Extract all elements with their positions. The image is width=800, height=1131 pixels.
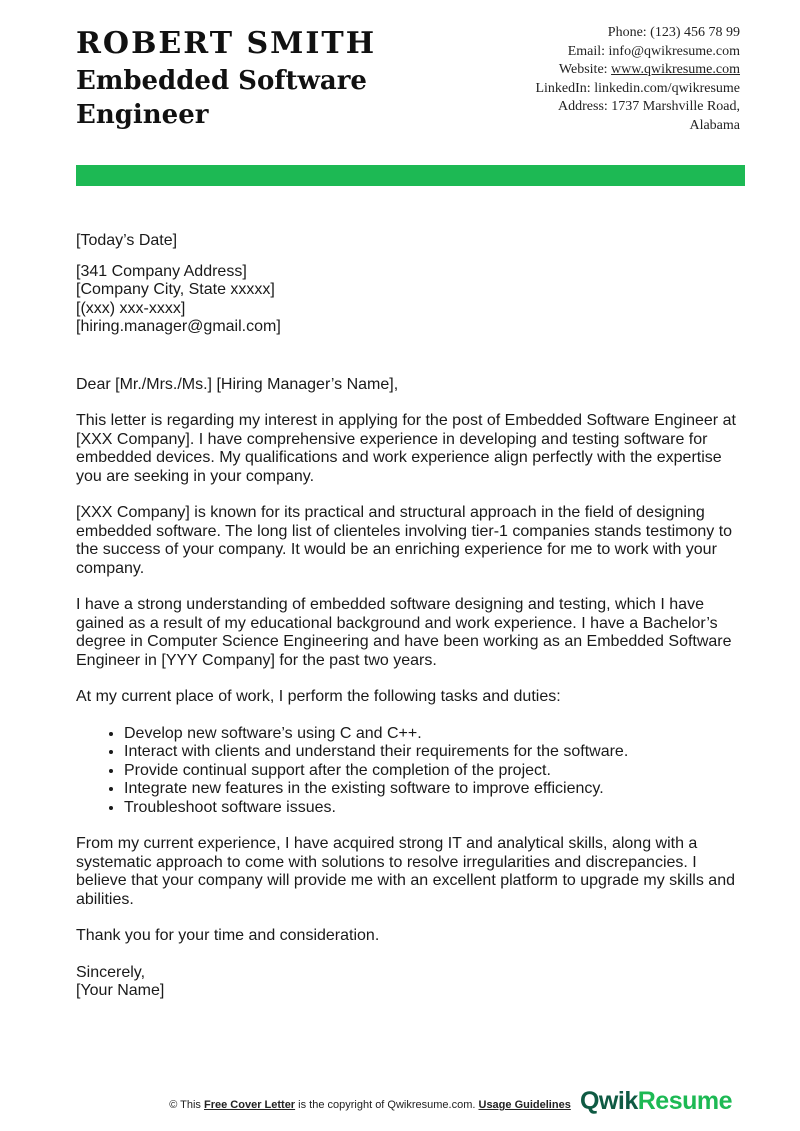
paragraph-2: [XXX Company] is known for its practical and structural approach in the field of designing embedded software. The long list of clienteles involving tier-1 companies stands testimony to the success of your company. It would be an enriching experience for me to work with your company.: [76, 504, 733, 577]
contact-phone: Phone: (123) 456 78 99: [607, 25, 740, 40]
usage-guidelines-link[interactable]: Usage Guidelines: [478, 1099, 571, 1111]
paragraph-1: This letter is regarding my interest in applying for the post of Embedded Software Engineer at [XXX Company]. I have comprehensive experience in developing and testing software for embedded devices. My qualifications and work experience align perfectly with the expertise you are seeking in your company.: [76, 412, 736, 485]
job-title: Embedded Software Engineer: [76, 66, 367, 130]
letter-date: [Today’s Date]: [76, 232, 178, 249]
header-divider-bar: [76, 165, 745, 186]
website-link[interactable]: www.qwikresume.com: [611, 62, 740, 77]
duties-list: [76, 725, 746, 818]
salutation: Dear [Mr./Mrs./Ms.] [Hiring Manager’s Name],: [76, 375, 399, 393]
free-cover-letter-link[interactable]: Free Cover Letter: [204, 1099, 296, 1111]
list-item: • Integrate new features in the existing software to improve efficiency.: [124, 780, 746, 799]
logo-part-resume: Resume: [637, 1087, 732, 1115]
qwikresume-logo[interactable]: [580, 1087, 732, 1116]
contact-linkedin: LinkedIn: linkedin.com/qwikresume: [535, 80, 740, 96]
paragraph-4: At my current place of work, I perform the following tasks and duties:: [76, 688, 561, 705]
closing-paragraph-1: From my current experience, I have acquired strong IT and analytical skills, along with a systematic approach to come with solutions to resolve irregularities and discrepancies. I believe that your company will provide me with an excellent platform to upgrade my skills and abilities.: [76, 835, 735, 908]
contact-block: [440, 24, 740, 135]
list-item: • Troubleshoot software issues.: [124, 799, 746, 818]
recipient-city: [Company City, State xxxxx]: [76, 281, 275, 298]
candidate-name: ROBERT SMITH: [76, 26, 377, 61]
closing-paragraph-2: Thank you for your time and consideration.: [76, 927, 380, 944]
signoff: Sincerely,: [76, 963, 146, 981]
letter-body: [76, 232, 746, 1001]
recipient-street: [341 Company Address]: [76, 262, 247, 280]
logo-part-qwik: Qwik: [579, 1087, 638, 1115]
list-item: • Provide continual support after the completion of the project.: [124, 762, 746, 781]
copyright-footer: © This Free Cover Letter is the copyright of Qwikresume.com. Usage Guidelines: [169, 1099, 571, 1111]
contact-address-line1: Address: 1737 Marshville Road,: [558, 99, 740, 114]
recipient-address: [76, 263, 746, 337]
signature: [Your Name]: [76, 982, 165, 999]
recipient-phone: [(xxx) xxx-xxxx]: [76, 299, 186, 317]
recipient-email: [hiring.manager@gmail.com]: [76, 318, 281, 335]
contact-address-line2: Alabama: [689, 117, 740, 133]
list-item: • Interact with clients and understand their requirements for the software.: [124, 743, 746, 762]
signoff-block: [76, 964, 746, 1001]
list-item: • Develop new software’s using C and C++.: [124, 725, 746, 744]
contact-website: Website: www.qwikresume.com: [558, 62, 740, 77]
paragraph-3: I have a strong understanding of embedded software designing and testing, which I have gained as a result of my educational background and work experience. I have a Bachelor’s degree in Computer Science Engineering and have been working as an Embedded Software Engineer in [YYY Company] for the past two years.: [76, 596, 732, 669]
contact-email: Email: info@qwikresume.com: [567, 43, 740, 59]
